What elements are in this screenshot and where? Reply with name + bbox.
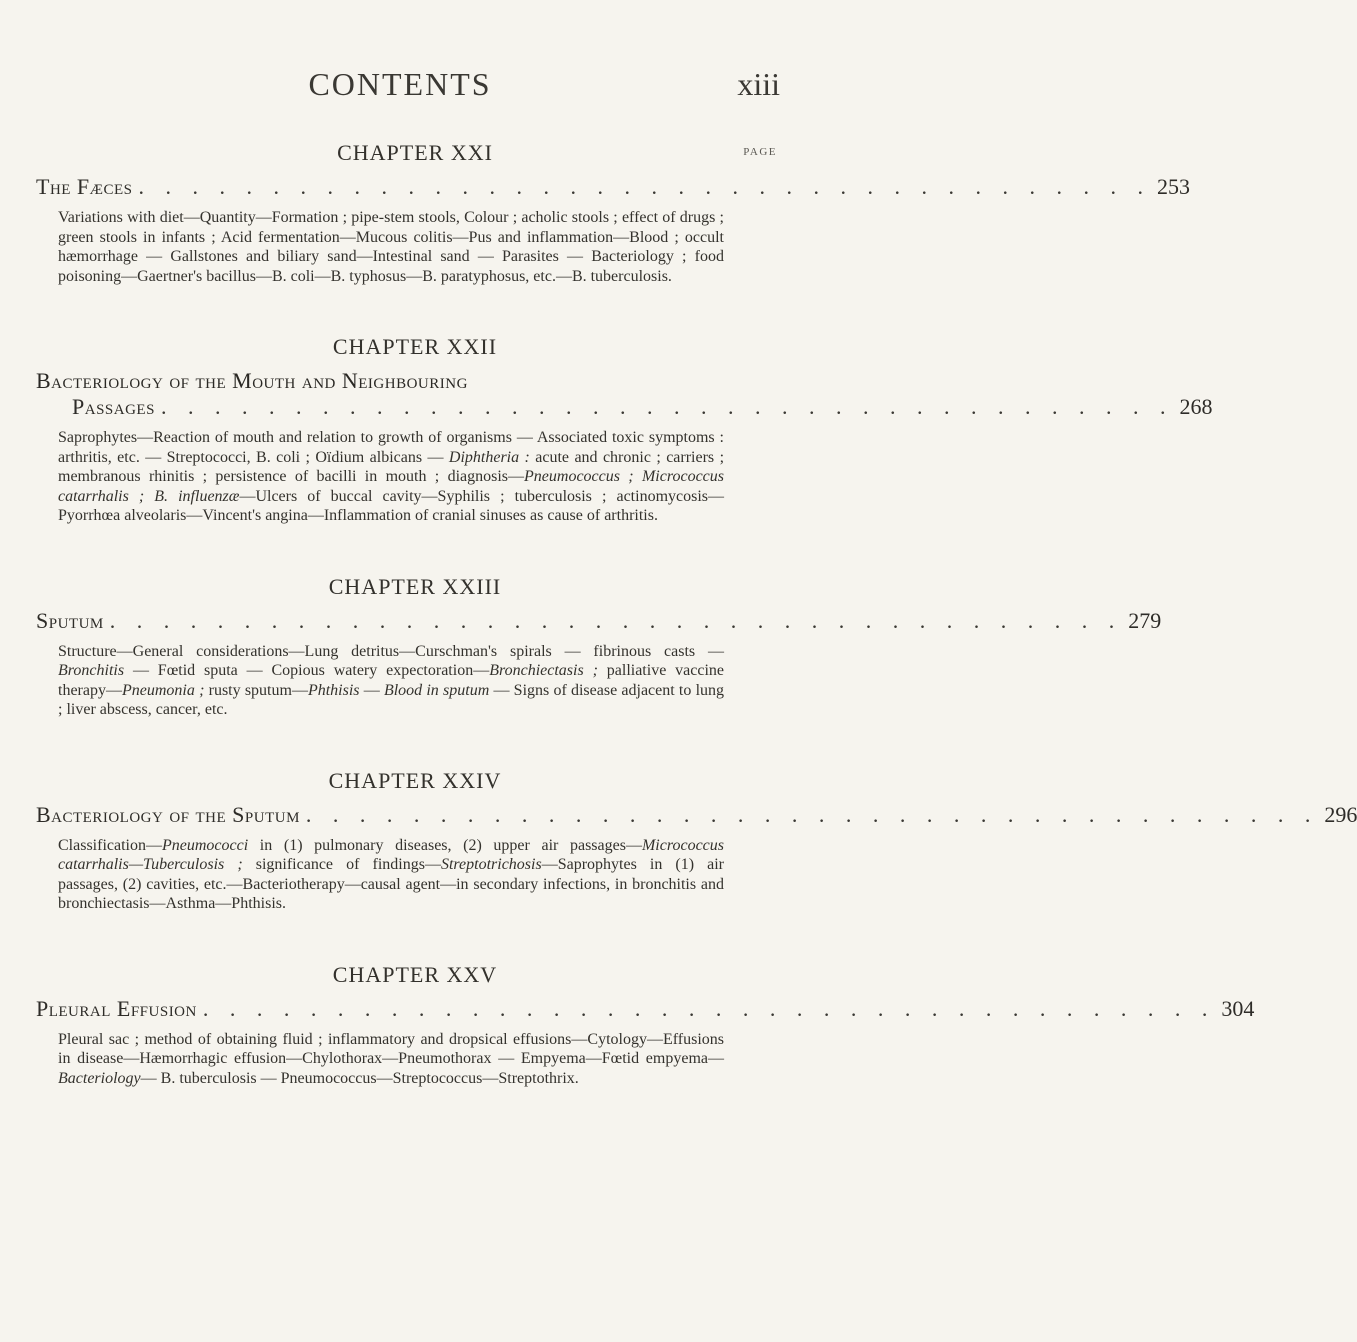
chapter-page: 279	[1128, 607, 1162, 633]
chapter-page: 304	[1221, 995, 1255, 1021]
chapter-title: Pleural Effusion	[36, 995, 197, 1021]
leader-dots: . . . . . . . . . . . . . . . . . . . . . . . . . . . . . . . . . . . . . .	[305, 801, 1319, 827]
chapter-number: CHAPTER XXV	[332, 961, 498, 987]
chapter-title: Sputum	[36, 607, 104, 633]
summary-run: — B. tuberculosis — Pneumococcus—Streptococcus—Streptothrix.	[140, 1069, 579, 1087]
chapter-number: CHAPTER XXIV	[328, 767, 502, 793]
page-column-label: PAGE	[743, 146, 777, 158]
chapter-title: The Fæces	[36, 174, 133, 199]
chapter-summary	[36, 836, 794, 914]
summary-run: Classification—	[58, 836, 162, 854]
chapter-entry	[36, 960, 1255, 1089]
chapter-summary	[36, 428, 794, 526]
leader-dots: . . . . . . . . . . . . . . . . . . . . . . . . . . . . . . . . . . . . . .	[202, 995, 1216, 1021]
summary-italic-run: Micrococcus catarrhalis—Tuberculosis ;	[58, 836, 724, 873]
summary-run: in (1) pulmonary diseases, (2) upper air passages—	[248, 836, 642, 854]
chapter-title: Bacteriology of the Sputum	[36, 801, 300, 827]
chapter-entry	[36, 766, 1357, 914]
chapter-number: CHAPTER XXI	[337, 140, 493, 165]
summary-italic-run: Streptotrichosis	[440, 856, 542, 873]
leader-dots: . . . . . . . . . . . . . . . . . . . . . . . . . . . . . . . . . . . . . .	[138, 174, 1152, 199]
summary-italic-run: Bronchitis	[58, 662, 125, 679]
summary-italic-run: Pneumococci	[161, 836, 249, 854]
chapter-title-line[interactable]	[36, 174, 1191, 200]
chapter-title: Passages	[72, 394, 155, 419]
chapter-title-line[interactable]	[36, 801, 1357, 828]
chapter-list	[36, 138, 1357, 1134]
summary-run: Pleural sac ; method of obtaining fluid ; inflammatory and dropsical effusions—Cytology—Effusions in disease—Hæmorrhagic effusion—Chylothorax—Pneumothorax — Empyema—Fœtid empyema—	[58, 1030, 724, 1067]
summary-run: acute and chronic ; carriers ; membranous rhinitis ; persistence of bacilli in mouth ; diagnosis—	[58, 448, 725, 485]
chapter-entry	[36, 138, 1191, 286]
chapter-title-line[interactable]	[36, 607, 1162, 634]
leader-dots: . . . . . . . . . . . . . . . . . . . . . . . . . . . . . . . . . . . . . .	[109, 607, 1123, 633]
chapter-summary	[36, 208, 794, 286]
summary-italic-run: Pneumococcus ; Micrococcus catarrhalis ; B. influenzæ	[58, 468, 725, 505]
running-head	[0, 0, 800, 110]
summary-italic-run: Bacteriology	[58, 1069, 141, 1087]
chapter-title-line[interactable]	[36, 995, 1255, 1022]
summary-italic-run: Bronchiectasis ;	[489, 662, 598, 679]
chapter-summary	[36, 642, 794, 720]
summary-run: palliative vaccine therapy—	[58, 662, 725, 699]
summary-run: —Ulcers of buccal cavity—Syphilis ; tuberculosis ; actinomycosis—Pyorrhœa alveolaris—Vincent's angina—Inflammation of cranial sinuses as cause of arthritis.	[58, 487, 725, 524]
page-number: xiii	[737, 66, 780, 102]
chapter-title-first-line: Bacteriology of the Mouth and Neighbouring	[36, 368, 468, 393]
leader-dots: . . . . . . . . . . . . . . . . . . . . . . . . . . . . . . . . . . . . . .	[160, 394, 1174, 419]
chapter-summary	[36, 1030, 794, 1089]
chapter-page: 268	[1179, 394, 1213, 419]
running-head-title: CONTENTS	[308, 66, 492, 102]
summary-run: —	[359, 681, 384, 699]
summary-run: Variations with diet—Quantity—Formation ; pipe-stem stools, Colour ; acholic stools ; effect of drugs ; green stools in infants ; Acid fermentation—Mucous colitis—Pus and inflammation—Blood ; occult hæmorrhage — Gallstones and biliary sand—Intestinal sand — Parasites — Bacteriology ; food poisoning—Gaertner's bacillus—B. coli—B. typhosus—B. paratyphosus, etc.—B. tuberculosis.	[58, 209, 724, 285]
chapter-number: CHAPTER XXII	[332, 334, 498, 359]
summary-run: — Fœtid sputa — Copious watery expectoration—	[124, 662, 490, 679]
chapter-page: 296	[1324, 801, 1357, 827]
chapter-page: 253	[1157, 174, 1191, 199]
summary-run: rusty sputum—	[204, 681, 308, 699]
summary-run: significance of findings—	[242, 856, 441, 873]
summary-run: Structure—General considerations—Lung detritus—Curschman's spirals — fibrinous casts —	[58, 642, 724, 660]
summary-italic-run: Pneumonia ;	[121, 681, 205, 699]
chapter-number: CHAPTER XXIII	[328, 573, 502, 599]
summary-italic-run: Diphtheria :	[448, 448, 530, 466]
summary-run: Saprophytes—Reaction of mouth and relation to growth of organisms — Associated toxic symptoms : arthritis, etc. — Streptococci, B. coli ; Oïdium albicans —	[58, 429, 724, 466]
summary-italic-run: Blood in sputum	[383, 681, 490, 699]
summary-run: — Signs of disease adjacent to lung ; liver abscess, cancer, etc.	[58, 681, 725, 718]
chapter-entry	[36, 332, 1213, 526]
chapter-title-line[interactable]	[36, 394, 1213, 420]
summary-run: —Saprophytes in (1) air passages, (2) cavities, etc.—Bacteriotherapy—causal agent—in secondary infections, in bronchitis and bronchiectasis—Asthma—Phthisis.	[58, 856, 725, 912]
summary-italic-run: Phthisis	[307, 681, 360, 699]
chapter-entry	[36, 572, 1162, 720]
